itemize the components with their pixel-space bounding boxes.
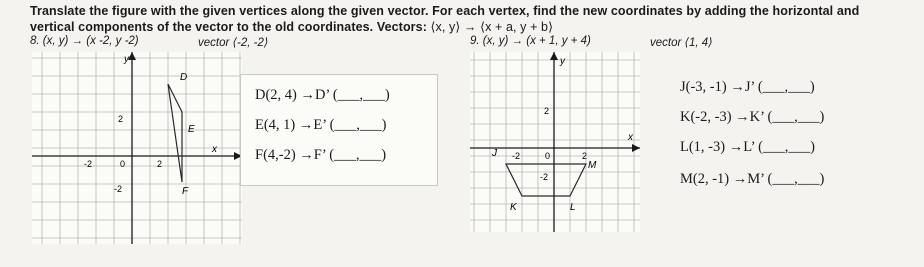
problem-8-vector: vector ⟨-2, -2⟩ xyxy=(198,37,269,49)
question-l xyxy=(680,139,815,156)
question-l-text: L(1, -3) →L’ ( xyxy=(680,139,763,155)
question-j-text: J(-3, -1) →J’ ( xyxy=(680,79,763,95)
tick-label: -2 xyxy=(512,151,521,161)
question-e-blank[interactable]: ___,___) xyxy=(334,117,387,133)
vertex-l-label: L xyxy=(570,202,576,213)
question-k-blank[interactable]: ___,___) xyxy=(772,109,825,125)
question-f xyxy=(255,147,386,164)
question-m xyxy=(680,171,824,188)
question-f-text: F(4,-2) →F’ ( xyxy=(255,147,335,163)
problem-9-rule: (x, y) → (x + 1, y + 4) xyxy=(482,35,591,47)
instructions-line-2 xyxy=(30,19,553,34)
tick-label: -2 xyxy=(84,159,93,169)
question-e-text: E(4, 1) →E’ ( xyxy=(255,117,335,133)
problem-8-number: 8. xyxy=(30,35,40,47)
y-axis-label: y xyxy=(124,54,129,65)
problem-9-graph xyxy=(470,52,640,232)
problem-9-number: 9. xyxy=(470,35,480,47)
tick-label: -2 xyxy=(114,184,123,194)
origin-label: 0 xyxy=(545,151,551,161)
x-axis-label: x xyxy=(628,132,633,143)
question-k-text: K(-2, -3) →K’ ( xyxy=(680,109,773,125)
question-f-blank[interactable]: ___,___) xyxy=(334,147,387,163)
instructions-text: vertical components of the vector to the old coordinates. Vectors: xyxy=(30,20,427,34)
tick-label: 2 xyxy=(582,151,588,161)
tick-label: 2 xyxy=(118,114,124,124)
problem-9-vector: vector ⟨1, 4⟩ xyxy=(650,37,713,49)
question-j xyxy=(680,79,815,96)
vertex-j-label: J xyxy=(492,148,497,159)
tick-label: 2 xyxy=(157,159,163,169)
question-k xyxy=(680,109,824,126)
tick-label: -2 xyxy=(540,172,549,182)
problem-8-rule: (x, y) → (x -2, y -2) xyxy=(42,35,139,47)
question-e xyxy=(255,117,386,134)
question-m-text: M(2, -1) →M’ ( xyxy=(680,171,773,187)
problem-8-graph xyxy=(32,52,242,244)
vertex-f-label: F xyxy=(182,186,189,197)
question-d-blank[interactable]: ___,___) xyxy=(337,87,390,103)
instructions-line-1: Translate the figure with the given vertices along the given vector. For each vertex, find the new coordinates by adding the horizontal and xyxy=(30,4,860,18)
vector-formula: ⟨x, y⟩ → ⟨x + a, y + b⟩ xyxy=(430,20,554,34)
origin-label: 0 xyxy=(120,159,126,169)
y-axis-label: y xyxy=(560,56,565,67)
problem-9-header xyxy=(470,35,591,47)
question-j-blank[interactable]: ___,___) xyxy=(762,79,815,95)
x-axis-label: x xyxy=(212,144,217,155)
tick-label: 2 xyxy=(544,106,550,116)
question-d-text: D(2, 4) →D’ ( xyxy=(255,87,338,103)
question-l-blank[interactable]: ___,___) xyxy=(762,139,815,155)
vertex-k-label: K xyxy=(510,202,517,213)
vertex-d-label: D xyxy=(180,72,188,83)
problem-8-header xyxy=(30,35,139,47)
vertex-m-label: M xyxy=(588,160,597,171)
question-m-blank[interactable]: ___,___) xyxy=(772,171,825,187)
vertex-e-label: E xyxy=(188,124,195,135)
question-d xyxy=(255,87,390,104)
